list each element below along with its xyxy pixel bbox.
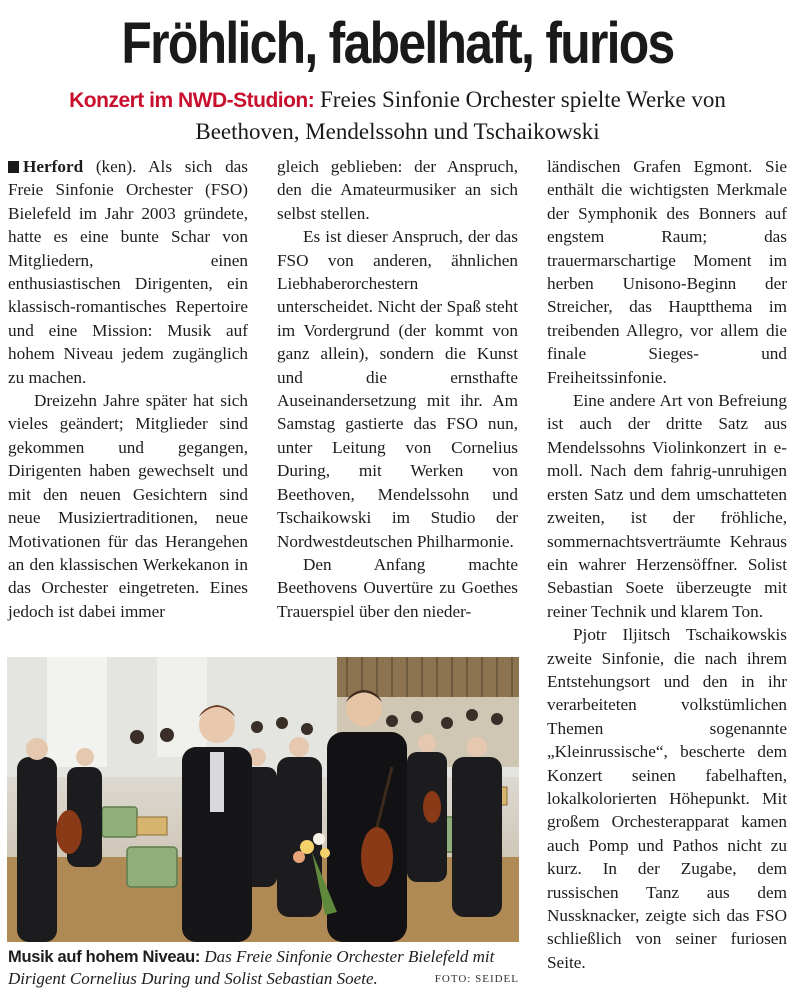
caption-lead: Musik auf hohem Niveau: (8, 948, 201, 966)
column-2 (277, 155, 518, 623)
concert-photo-illustration (7, 657, 519, 942)
paragraph-1 (8, 155, 248, 389)
caption-text: Das Freie Sinfonie Orchester Bielefeld mit Dirigent Cornelius During und Solist Sebastian Soete. (8, 947, 495, 988)
paragraph-4: Den Anfang machte Beethovens Ouvertüre zu Goethes Trauerspiel über den nieder- (277, 554, 518, 621)
concert-photo (7, 657, 519, 942)
dateline-text: (ken). Als sich das Freie Sinfonie Orchester (FSO) Bielefeld im Jahr 2003 gründete, hatte es eine bunte Schar von Mitgliedern, einen enthusiastischen Dirigenten, ein klassisch-romantisches Repertoire und eine Mission: Musik auf hohem Niveau jedem zugänglich zu machen. (8, 157, 248, 387)
paragraph-4-continued: ländischen Grafen Egmont. Sie enthält die wichtigsten Merkmale der Symphonik des Bonners auf engstem Raum; das trauermarschartige Moment im herben Unisono-Beginn der Streicher, das Hauptthema im treibenden Allegro, vor allem die finale Sieges- und Freiheitssinfonie. (547, 157, 787, 387)
subheadline (20, 84, 775, 147)
paragraph-2: Dreizehn Jahre später hat sich vieles geändert; Mitglieder sind gekommen und gegangen, Dirigenten haben gewechselt und mit den neuen Gesichtern sind neue Musiziertraditionen, neue Motivationen für das Herangehen an den klassischen Werkekanon in das Orchester eingetreten. Eines jedoch ist dabei immer (8, 391, 248, 621)
subhead-line-1: Freies Sinfonie Orchester spielte Werke von (314, 87, 726, 112)
dateline-square-icon (8, 161, 19, 173)
subhead-line-2: Beethoven, Mendelssohn und Tschaikowski (195, 119, 600, 144)
paragraph-6: Pjotr Iljitsch Tschaikowskis zweite Sinfonie, die nach ihrem Entstehungsort und den in ihr verarbeiteten volkstümlichen Themen sogenannte „Kleinrussische“, bescherte dem Konzert seinen fabelhaften, lokalkolorierten Höhepunkt. Mit großem Orchesterapparat kamen auch Pomp und Pathos nicht zu kurz. In der Zugabe, dem russischen Tanz aus dem Nussknacker, zeigte sich das FSO schließlich von seiner furiosen Seite. (547, 625, 787, 972)
paragraph-2-continued: gleich geblieben: der Anspruch, den die Amateurmusiker an sich selbst stellen. (277, 157, 518, 223)
headline: Fröhlich, fabelhaft, furios (121, 11, 674, 76)
kicker: Konzert im NWD-Studion: (69, 89, 315, 112)
photo-credit: FOTO: SEIDEL (434, 973, 519, 985)
column-3 (547, 155, 787, 974)
paragraph-3: Es ist dieser Anspruch, der das FSO von anderen, ähnlichen Liebhaberorchestern unterscheidet. Nicht der Spaß steht im Vordergrund (der kommt von ganz allein), sondern die Kunst und die ernsthafte Auseinandersetzung mit ihr. Am Samstag gastierte das FSO nun, unter Leitung von Cornelius During, mit Werken von Beethoven, Mendelssohn und Tschaikowski im Studio der Nordwestdeutschen Philharmonie. (277, 227, 518, 551)
column-1 (8, 155, 248, 623)
dateline-city: Herford (23, 157, 84, 176)
photo-caption (8, 946, 519, 990)
paragraph-5: Eine andere Art von Befreiung ist auch der dritte Satz aus Mendelssohns Violinkonzert in e-moll. Nach dem fahrig-unruhigen ersten Satz und dem umschatteten zweiten, ist der fröhliche, sommernachtsverträumte Kehraus ein wahrer Herzensöffner. Solist Sebastian Soete überzeugte mit reiner Technik und klarem Ton. (547, 391, 787, 621)
